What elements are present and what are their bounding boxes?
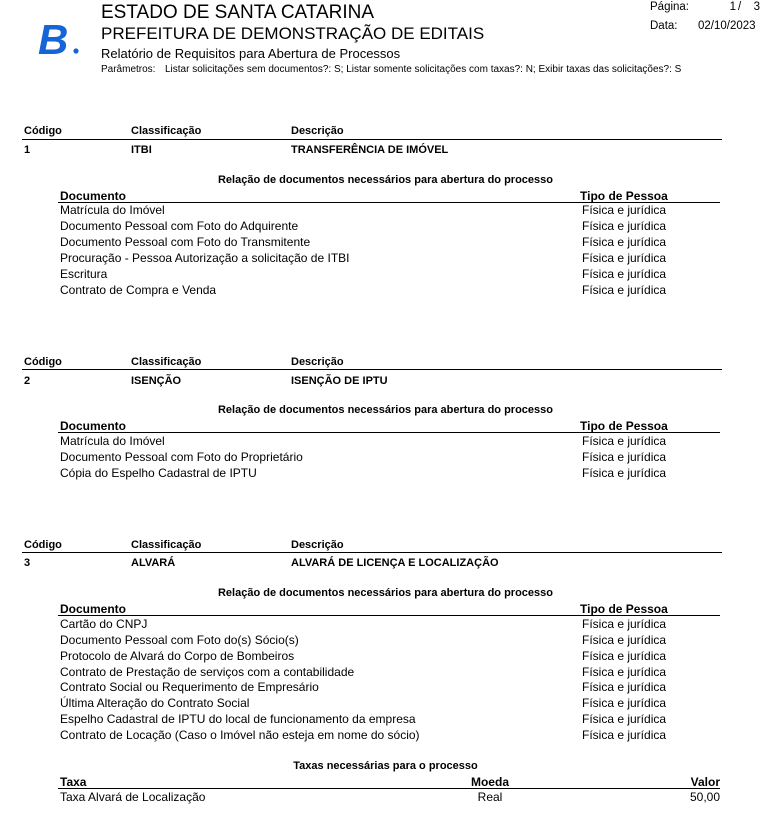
process-description: ISENÇÃO DE IPTU [291, 375, 388, 387]
description-header: Descrição [291, 539, 344, 551]
person-type-header: Tipo de Pessoa [580, 602, 668, 616]
process-code: 2 [24, 375, 31, 387]
process-classification: ITBI [131, 144, 152, 156]
process-classification: ALVARÁ [131, 557, 176, 569]
date-label: Data: [650, 20, 678, 32]
params-text: Listar solicitações sem documentos?: S; Listar somente solicitações com taxas?: N; Exibir taxas das solicitações?: S [165, 64, 682, 75]
fees-title: Taxas necessárias para o processo [293, 760, 478, 772]
page-total: 3 [753, 1, 760, 13]
document-person-type: Física e jurídica [582, 203, 667, 217]
documents-title: Relação de documentos necessários para abertura do processo [217, 174, 553, 186]
fee-header: Taxa [60, 775, 87, 789]
divider [22, 369, 722, 370]
logo-letter: B [38, 18, 69, 58]
documents-title: Relação de documentos necessários para abertura do processo [217, 404, 553, 416]
document-name: Matrícula do Imóvel [60, 203, 165, 217]
fee-value: 50,00 [689, 790, 720, 804]
document-name: Escritura [60, 267, 108, 281]
document-header: Documento [60, 419, 126, 433]
document-person-type: Física e jurídica [582, 649, 667, 663]
document-name: Documento Pessoal com Foto do Adquirente [60, 219, 299, 233]
divider [22, 552, 722, 553]
fee-currency: Real [477, 790, 503, 804]
document-person-type: Física e jurídica [582, 251, 667, 265]
document-person-type: Física e jurídica [582, 665, 667, 679]
logo-dot [73, 48, 78, 53]
process-code: 3 [24, 557, 31, 569]
document-person-type: Física e jurídica [582, 617, 667, 631]
code-header: Código [24, 539, 62, 551]
classification-header: Classificação [131, 356, 202, 368]
document-person-type: Física e jurídica [582, 434, 667, 448]
document-person-type: Física e jurídica [582, 728, 667, 742]
classification-header: Classificação [131, 125, 202, 137]
document-name: Cartão do CNPJ [60, 617, 148, 631]
document-name: Matrícula do Imóvel [60, 434, 165, 448]
document-person-type: Física e jurídica [582, 712, 667, 726]
document-name: Contrato de Compra e Venda [60, 283, 217, 297]
document-name: Protocolo de Alvará do Corpo de Bombeiros [60, 649, 295, 663]
document-person-type: Física e jurídica [582, 235, 667, 249]
document-person-type: Física e jurídica [582, 267, 667, 281]
process-classification: ISENÇÃO [131, 375, 182, 387]
value-header: Valor [690, 775, 720, 789]
code-header: Código [24, 125, 62, 137]
page-separator: / [738, 1, 742, 13]
document-person-type: Física e jurídica [582, 219, 667, 233]
document-name: Última Alteração do Contrato Social [60, 696, 250, 710]
document-name: Procuração - Pessoa Autorização a solicitação de ITBI [60, 251, 350, 265]
document-header: Documento [60, 189, 126, 203]
state-name: ESTADO DE SANTA CATARINA [101, 2, 375, 23]
document-name: Cópia do Espelho Cadastral de IPTU [60, 466, 257, 480]
divider [22, 139, 722, 140]
person-type-header: Tipo de Pessoa [580, 419, 668, 433]
document-person-type: Física e jurídica [582, 680, 667, 694]
documents-title: Relação de documentos necessários para abertura do processo [217, 587, 553, 599]
description-header: Descrição [291, 125, 344, 137]
page-current: 1 [729, 1, 736, 13]
document-name: Documento Pessoal com Foto do Proprietário [60, 450, 303, 464]
report-title: Relatório de Requisitos para Abertura de Processos [101, 46, 401, 61]
document-person-type: Física e jurídica [582, 450, 667, 464]
document-header: Documento [60, 602, 126, 616]
params-label: Parâmetros: [101, 64, 156, 75]
document-name: Documento Pessoal com Foto do(s) Sócio(s) [60, 633, 299, 647]
process-description: ALVARÁ DE LICENÇA E LOCALIZAÇÃO [291, 557, 499, 569]
page-label: Página: [650, 1, 690, 13]
currency-header: Moeda [470, 775, 509, 789]
document-person-type: Física e jurídica [582, 696, 667, 710]
company-logo [38, 18, 82, 58]
document-person-type: Física e jurídica [582, 466, 667, 480]
divider [58, 615, 720, 616]
document-person-type: Física e jurídica [582, 283, 667, 297]
divider [58, 432, 720, 433]
classification-header: Classificação [131, 539, 202, 551]
date-value: 02/10/2023 [698, 20, 756, 32]
person-type-header: Tipo de Pessoa [580, 189, 668, 203]
document-name: Contrato de Locação (Caso o Imóvel não esteja em nome do sócio) [60, 728, 420, 742]
document-name: Documento Pessoal com Foto do Transmitente [60, 235, 311, 249]
city-hall-name: PREFEITURA DE DEMONSTRAÇÃO DE EDITAIS [101, 24, 485, 43]
process-description: TRANSFERÊNCIA DE IMÓVEL [291, 144, 449, 156]
document-person-type: Física e jurídica [582, 633, 667, 647]
description-header: Descrição [291, 356, 344, 368]
report-parameters [101, 63, 721, 76]
document-name: Espelho Cadastral de IPTU do local de funcionamento da empresa [60, 712, 416, 726]
process-code: 1 [24, 144, 31, 156]
document-name: Contrato de Prestação de serviços com a contabilidade [60, 665, 355, 679]
document-name: Contrato Social ou Requerimento de Empresário [60, 680, 319, 694]
fee-name: Taxa Alvará de Localização [60, 790, 206, 804]
divider [58, 788, 720, 789]
code-header: Código [24, 356, 62, 368]
